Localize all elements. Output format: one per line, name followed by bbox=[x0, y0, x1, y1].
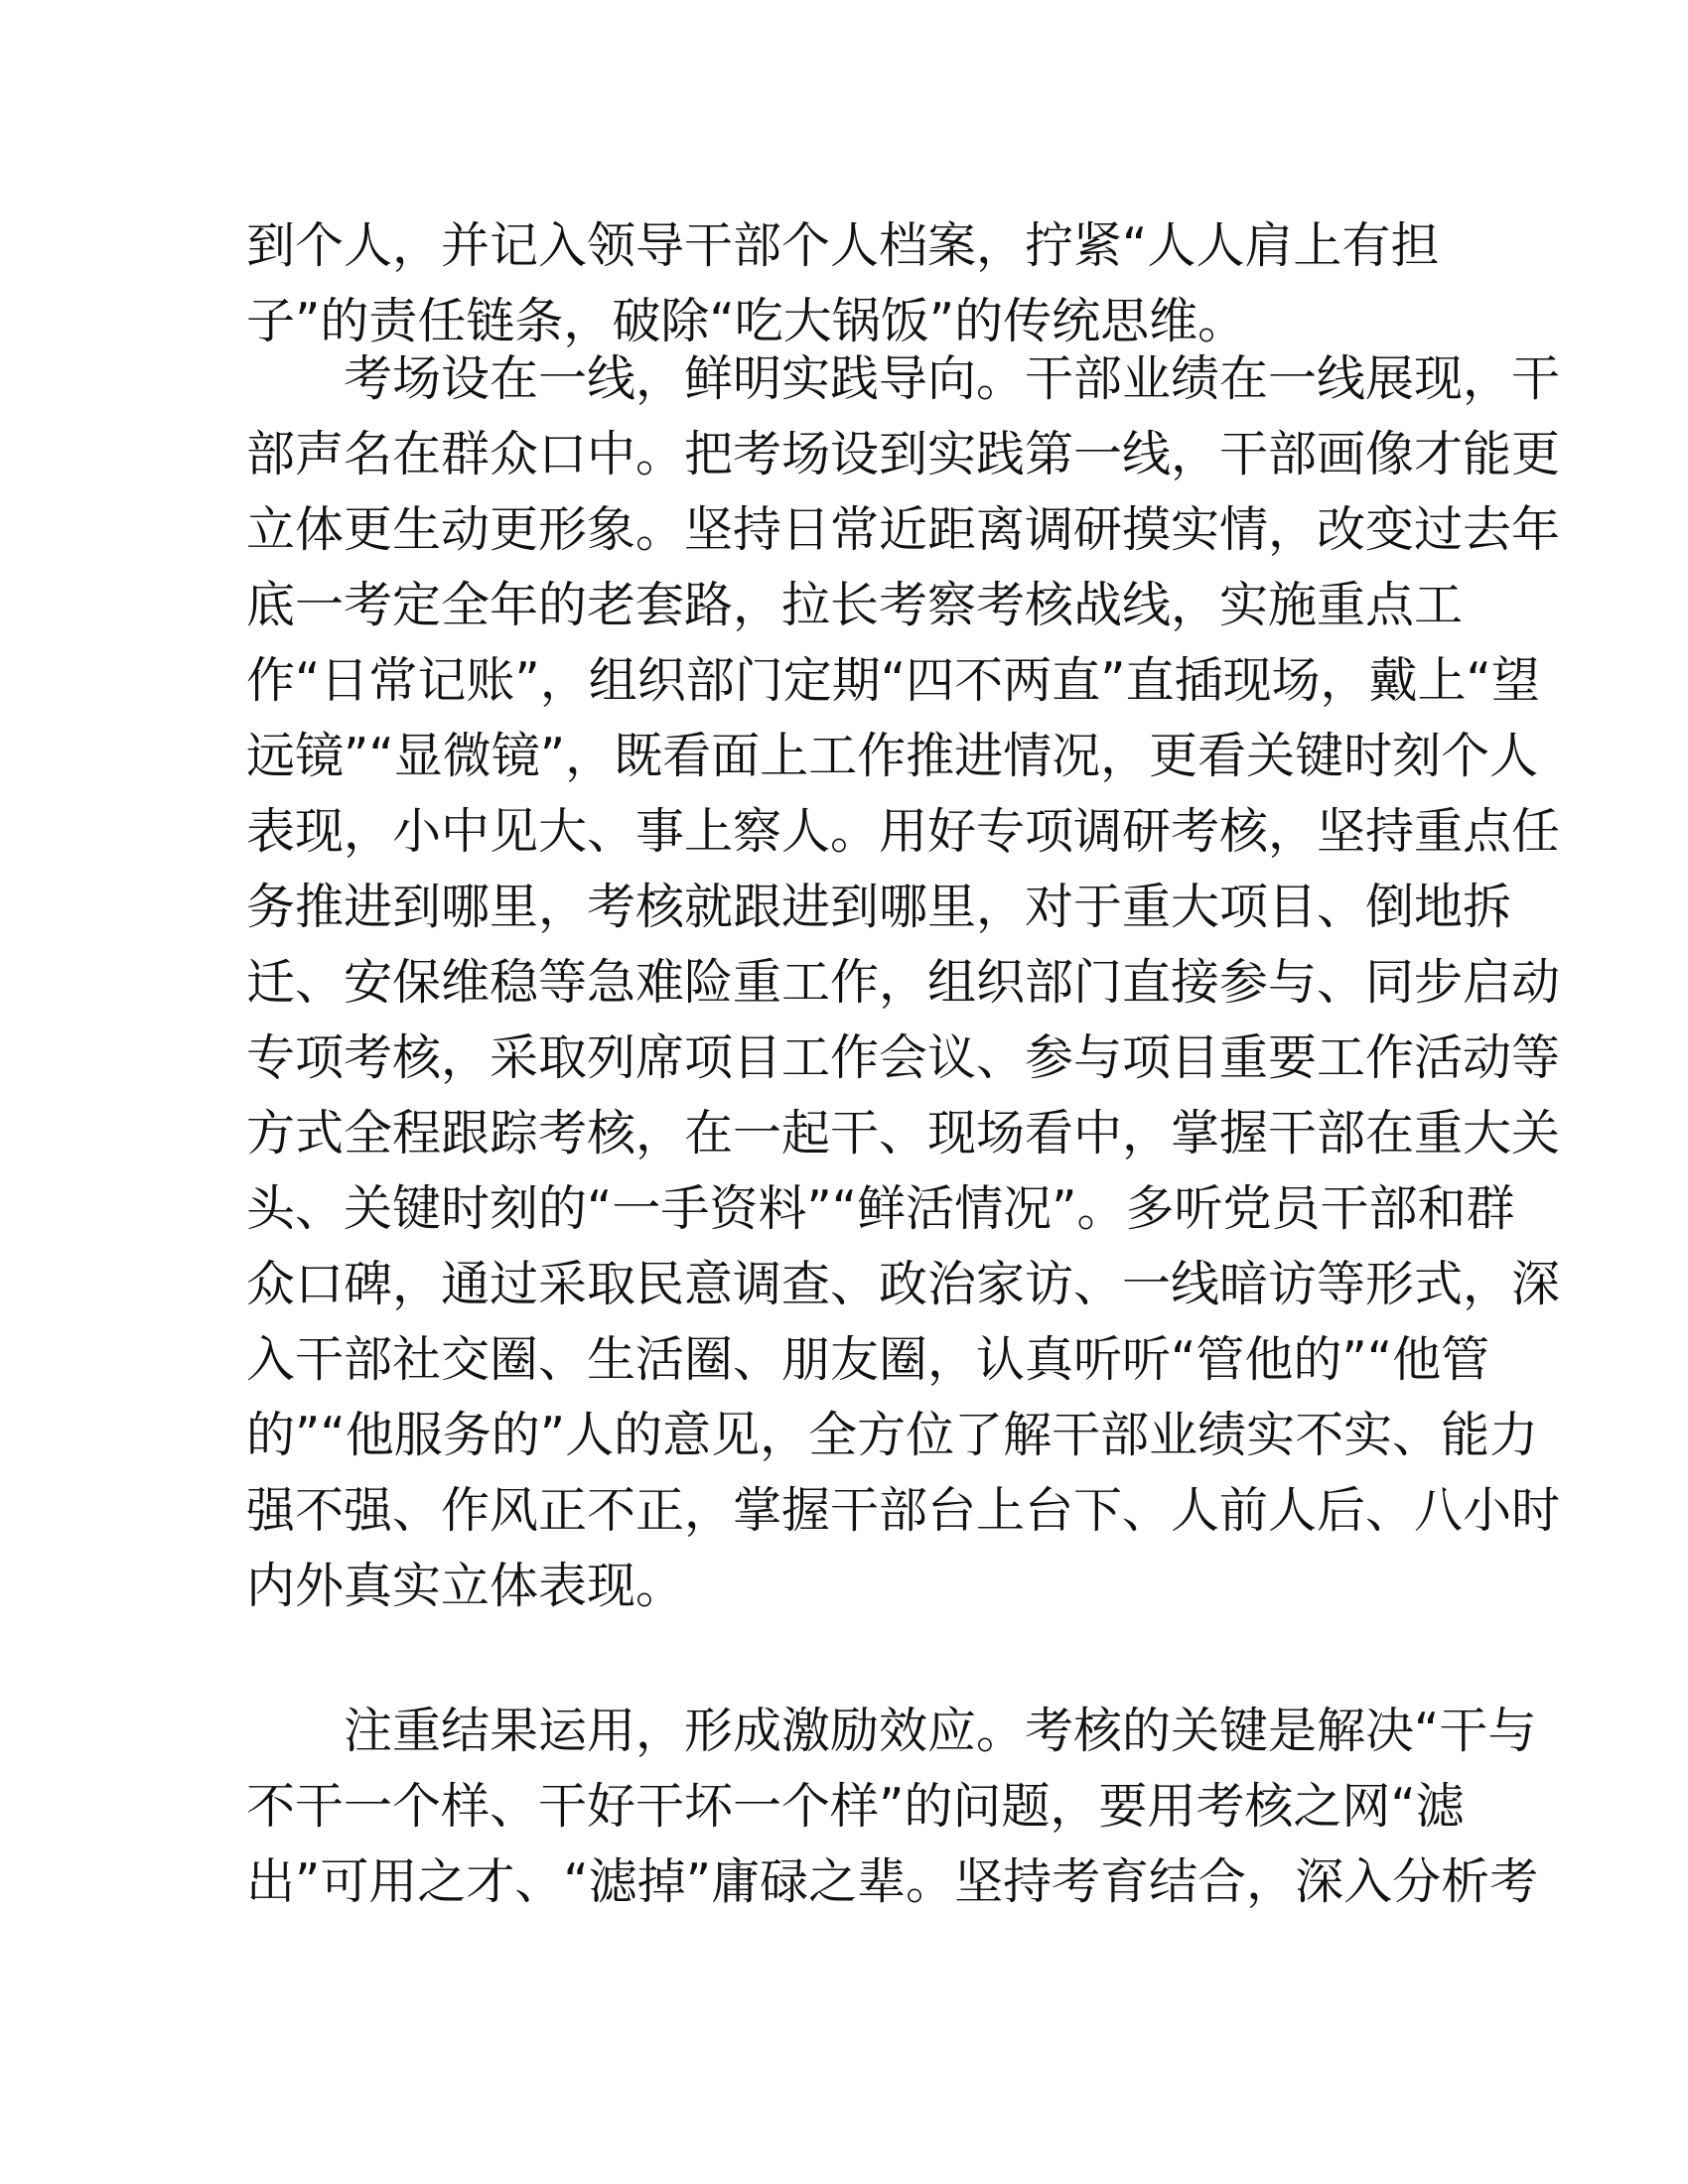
text-line: 部声名在群众口中。把考场设到实践第一线，干部画像才能更 bbox=[246, 426, 1561, 482]
text-line: 的”“他服务的”人的意见，全方位了解干部业绩实不实、能力 bbox=[246, 1407, 1539, 1463]
text-line: 专项考核，采取列席项目工作会议、参与项目重要工作活动等 bbox=[246, 1029, 1561, 1086]
paragraph-2 bbox=[246, 341, 1561, 1624]
paragraph-3 bbox=[246, 1694, 1539, 1920]
text-line: 众口碑，通过采取民意调查、政治家访、一线暗访等形式，深 bbox=[246, 1256, 1561, 1312]
text-line: 方式全程跟踪考核，在一起干、现场看中，掌握干部在重大关 bbox=[246, 1105, 1561, 1161]
text-line: 注重结果运用，形成激励效应。考核的关键是解决“干与 bbox=[344, 1703, 1537, 1759]
text-line: 子”的责任链条，破除“吃大锅饭”的传统思维。 bbox=[246, 293, 1247, 349]
text-line: 内外真实立体表现。 bbox=[246, 1558, 685, 1614]
text-line: 远镜”“显微镜”，既看面上工作推进情况，更看关键时刻个人 bbox=[246, 728, 1539, 784]
text-line: 立体更生动更形象。坚持日常近距离调研摸实情，改变过去年 bbox=[246, 501, 1561, 558]
text-line: 到个人，并记入领导干部个人档案，拧紧“人人肩上有担 bbox=[246, 217, 1440, 274]
text-line: 入干部社交圈、生活圈、朋友圈，认真听听“管他的”“他管 bbox=[246, 1331, 1490, 1388]
text-line: 务推进到哪里，考核就跟进到哪里，对于重大项目、倒地拆 bbox=[246, 879, 1512, 935]
text-line: 出”可用之才、“滤掉”庸碌之辈。坚持考育结合，深入分析考 bbox=[246, 1853, 1539, 1910]
text-line: 考场设在一线，鲜明实践导向。干部业绩在一线展现，干 bbox=[344, 350, 1561, 407]
text-line: 强不强、作风正不正，掌握干部台上台下、人前人后、八小时 bbox=[246, 1482, 1561, 1539]
text-line: 不干一个样、干好干坏一个样”的问题，要用考核之网“滤 bbox=[246, 1778, 1465, 1835]
text-line: 表现，小中见大、事上察人。用好专项调研考核，坚持重点任 bbox=[246, 803, 1561, 860]
text-line: 迁、安保维稳等急难险重工作，组织部门直接参与、同步启动 bbox=[246, 954, 1561, 1011]
paragraph-1 bbox=[246, 208, 1438, 359]
text-line: 底一考定全年的老套路，拉长考察考核战线，实施重点工 bbox=[246, 577, 1464, 633]
text-line: 头、关键时刻的“一手资料”“鲜活情况”。多听党员干部和群 bbox=[246, 1180, 1515, 1237]
text-line: 作“日常记账”，组织部门定期“四不两直”直插现场，戴上“望 bbox=[246, 652, 1540, 709]
